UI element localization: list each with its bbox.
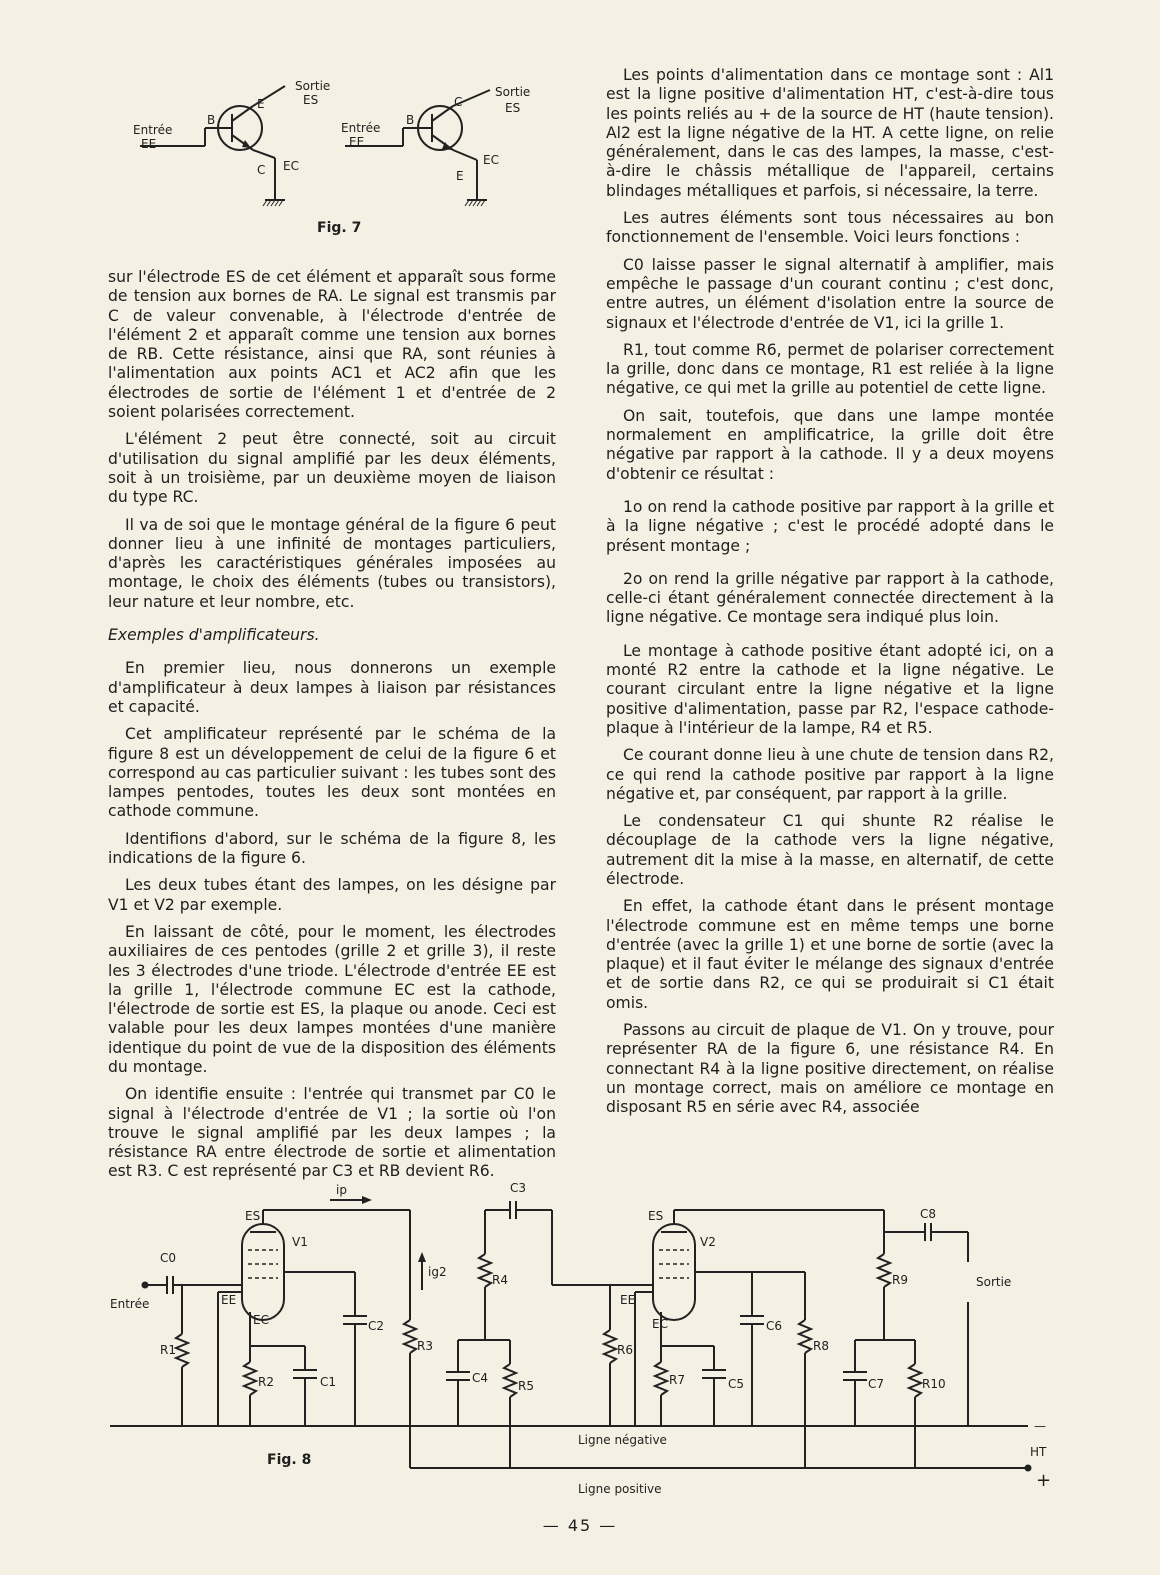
right-paragraph-11: En effet, la cathode étant dans le présent montage l'électrode commune est en même temps une borne d'entrée (avec la grille 1) et une borne de sortie (avec la plaque) et il faut éviter le mélange des signaux d'entrée et de sortie dans R2, ce qui se produirait si C1 était omis.: [606, 897, 1054, 1012]
fig8-sortie: Sortie: [976, 1275, 1012, 1289]
fig8-c8: C8: [920, 1207, 937, 1221]
fig7-entree-right: Entrée: [341, 121, 381, 135]
right-column: [606, 66, 1054, 1126]
section-heading: Exemples d'amplificateurs.: [108, 626, 320, 645]
left-paragraph-8: En laissant de côté, pour le moment, les électrodes auxiliaires de ces pentodes (grille 2 et grille 3), il reste les 3 électrodes d'une triode. L'électrode d'entrée EE est la grille 1, l'électrode commune EC est la cathode, l'électrode de sortie est ES, la plaque ou anode. Ceci est valable pour les deux lampes montées d'une manière identique du point de vue de la disposition des éléments du montage.: [108, 922, 556, 1076]
left-paragraph-6: Identifions d'abord, sur le schéma de la figure 8, les indications de la figure 6.: [108, 829, 556, 868]
fig7-e-right: E: [456, 169, 464, 183]
left-paragraph-7: Les deux tubes étant des lampes, on les désigne par V1 et V2 par exemple.: [108, 876, 556, 914]
fig8-c4: C4: [472, 1371, 489, 1385]
fig8-ec-2: EC: [652, 1317, 668, 1331]
fig8-r6: R6: [617, 1343, 633, 1357]
fig8-v2: V2: [700, 1235, 716, 1249]
fig7-b-right: B: [406, 113, 415, 127]
fig8-ligne-positive: Ligne positive: [578, 1482, 662, 1496]
fig7-sortie-left: Sortie: [295, 79, 331, 93]
fig7-ee-right: EE: [349, 135, 365, 149]
figure-7: [85, 78, 555, 258]
fig7-es-left: ES: [303, 93, 319, 107]
fig7-entree-left: Entrée: [133, 123, 173, 137]
fig7-b-left: B: [207, 113, 216, 127]
right-paragraph-10: Le condensateur C1 qui shunte R2 réalise le découplage de la cathode vers la ligne négative, autrement dit la mise à la masse, en alternatif, de cette électrode.: [606, 812, 1054, 888]
fig8-plus: +: [1036, 1470, 1052, 1491]
right-paragraph-3: C0 laisse passer le signal alternatif à amplifier, mais empêche le passage d'un courant continu ; c'est donc, entre autres, un élément d'isolation entre la source de signaux et l'électrode d'entrée de V1, ici la grille 1.: [606, 255, 1054, 332]
fig8-ht: HT: [1030, 1445, 1047, 1459]
fig7-ec-right: EC: [483, 153, 499, 167]
fig8-ee-1: EE: [221, 1293, 237, 1307]
fig8-ligne-negative: Ligne négative: [578, 1433, 667, 1447]
left-paragraph-2: L'élément 2 peut être connecté, soit au circuit d'utilisation du signal amplifié par les deux éléments, soit à un troisième, par un deuxième moyen de liaison du type RC.: [108, 430, 556, 507]
right-paragraph-8: Le montage à cathode positive étant adopté ici, on a monté R2 entre la cathode et la ligne négative. Le courant circulant entre la ligne négative et la ligne positive d'alimentation, passe par R2, l'espace cathode-plaque à l'intérieur de la lampe, R4 et R5.: [606, 641, 1054, 737]
fig8-r2: R2: [258, 1375, 274, 1389]
fig8-c2: C2: [368, 1319, 385, 1333]
fig8-c6: C6: [766, 1319, 783, 1333]
left-paragraph-9: On identifie ensuite : l'entrée qui transmet par C0 le signal à l'électrode d'entrée de V1 ; la sortie où l'on trouve le signal amplifié par les deux lampes ; la résistance RA entre électrode de sortie et alimentation est R3. C est représenté par C3 et RB devient R6.: [108, 1085, 556, 1181]
left-paragraph-5: Cet amplificateur représenté par le schéma de la figure 8 est un développement de celui de la figure 6 et correspond au cas particulier suivant : les tubes sont des lampes pentodes, toutes les deux sont montées en cathode commune.: [108, 725, 556, 821]
fig8-v1: V1: [292, 1235, 308, 1249]
fig8-entree: Entrée: [110, 1297, 150, 1311]
fig8-r9: R9: [892, 1273, 908, 1287]
right-paragraph-2: Les autres éléments sont tous nécessaires au bon fonctionnement de l'ensemble. Voici leurs fonctions :: [606, 209, 1054, 247]
fig8-r3: R3: [417, 1339, 433, 1353]
left-column: [108, 268, 556, 1190]
fig8-c1: C1: [320, 1375, 337, 1389]
fig8-minus: —: [1034, 1419, 1046, 1433]
fig8-es-1: ES: [245, 1209, 261, 1223]
right-paragraph-1: Les points d'alimentation dans ce montage sont : Al1 est la ligne positive d'alimentation HT, c'est-à-dire tous les points reliés au + de la source de HT (haute tension). Al2 est la ligne négative de la HT. A cette ligne, on relie généralement, dans le cas des lampes, la masse, c'est-à-dire le châssis métallique de l'appareil, certains blindages métalliques et parfois, si nécessaire, la terre.: [606, 66, 1054, 200]
fig8-ip: ip: [336, 1183, 347, 1197]
fig8-r1: R1: [160, 1343, 176, 1357]
fig8-c5: C5: [728, 1377, 745, 1391]
figure-8: [100, 1172, 1060, 1502]
left-paragraph-4: En premier lieu, nous donnerons un exemple d'amplificateur à deux lampes à liaison par résistances et capacité.: [108, 659, 556, 716]
figure-8-schematic: [100, 1172, 1060, 1502]
fig7-c-right: C: [454, 95, 463, 109]
fig7-caption: Fig. 7: [317, 220, 362, 236]
page-number: — 45 —: [542, 1516, 618, 1535]
fig8-r4: R4: [492, 1273, 508, 1287]
fig8-c7: C7: [868, 1377, 885, 1391]
left-paragraph-3: Il va de soi que le montage général de la figure 6 peut donner lieu à une infinité de montages particuliers, d'après les caractéristiques générales imposées au montage, le choix des éléments (tubes ou transistors), leur nature et leur nombre, etc.: [108, 515, 556, 611]
fig8-r5: R5: [518, 1379, 534, 1393]
figure-7-schematic: [85, 78, 555, 258]
fig8-ig2: ig2: [428, 1265, 447, 1279]
fig8-ec-1: EC: [253, 1313, 269, 1327]
fig7-es-right: ES: [505, 101, 521, 115]
fig7-ee-left: EE: [141, 137, 157, 151]
right-paragraph-9: Ce courant donne lieu à une chute de tension dans R2, ce qui rend la cathode positive par rapport à la ligne négative et, par conséquent, par rapport à la grille.: [606, 746, 1054, 803]
right-paragraph-5: On sait, toutefois, que dans une lampe montée normalement en amplificatrice, la grille doit être négative par rapport à la cathode. Il y a deux moyens d'obtenir ce résultat :: [606, 406, 1054, 483]
fig8-r10: R10: [922, 1377, 946, 1391]
fig8-es-2: ES: [648, 1209, 664, 1223]
fig8-caption: Fig. 8: [267, 1452, 312, 1468]
right-paragraph-6: 1o on rend la cathode positive par rapport à la grille et à la ligne négative ; c'est le procédé adopté dans le présent montage ;: [606, 497, 1054, 555]
right-paragraph-4: R1, tout comme R6, permet de polariser correctement la grille, donc dans ce montage, R1 est reliée à la ligne négative, ce qui met la grille au potentiel de cette ligne.: [606, 340, 1054, 398]
fig7-c-left: C: [257, 163, 266, 177]
fig7-ec-left: EC: [283, 159, 299, 173]
fig8-r7: R7: [669, 1373, 685, 1387]
fig8-c0: C0: [160, 1251, 177, 1265]
fig8-c3: C3: [510, 1181, 527, 1195]
fig7-e-left: E: [257, 97, 265, 111]
right-paragraph-7: 2o on rend la grille négative par rapport à la cathode, celle-ci étant généralement connectée directement à la ligne négative. Ce montage sera indiqué plus loin.: [606, 569, 1054, 627]
left-paragraph-1: sur l'électrode ES de cet élément et apparaît sous forme de tension aux bornes de RA. Le signal est transmis par C de valeur convenable, à l'électrode d'entrée de l'élément 2 et apparaît comme une tension aux bornes de RB. Cette résistance, ainsi que RA, sont réunies à l'alimentation aux points AC1 et AC2 afin que les électrodes de sortie de l'élément 1 et d'entrée de 2 soient polarisées correctement.: [108, 268, 556, 422]
right-paragraph-12: Passons au circuit de plaque de V1. On y trouve, pour représenter RA de la figure 6, une résistance R4. En connectant R4 à la ligne positive directement, on réalise un montage correct, mais on améliore ce montage en disposant R5 en série avec R4, associée: [606, 1021, 1054, 1117]
fig8-ee-2: EE: [620, 1293, 636, 1307]
fig7-sortie-right: Sortie: [495, 85, 531, 99]
fig8-r8: R8: [813, 1339, 829, 1353]
